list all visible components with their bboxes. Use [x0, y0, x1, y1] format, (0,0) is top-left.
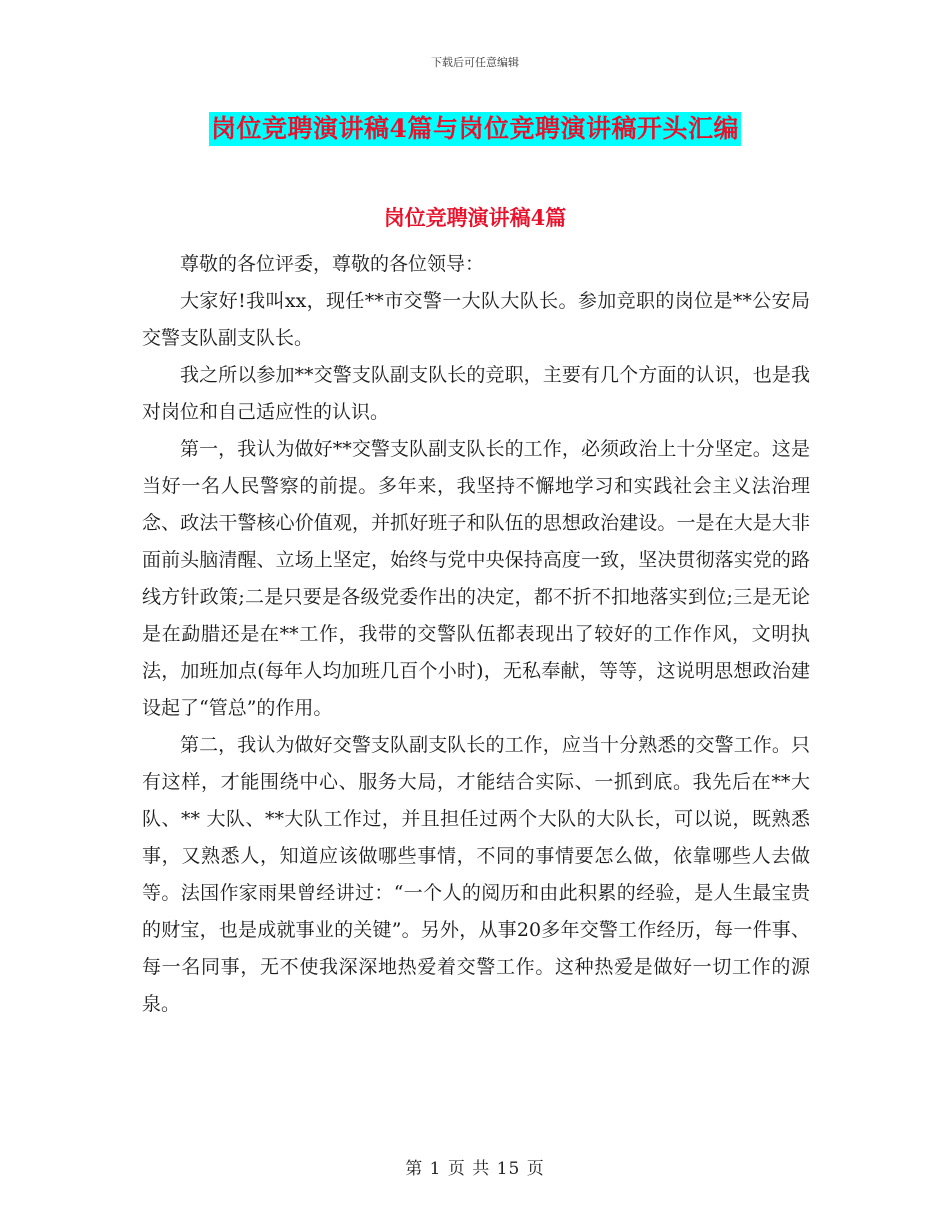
paragraph-point-one: 第一，我认为做好**交警支队副支队长的工作，必须政治上十分坚定。这是当好一名人民警察的前提。多年来，我坚持不懈地学习和实践社会主义法治理念、政法干警核心价值观，并抓好班子和队伍的思想政治建设。一是在大是大非面前头脑清醒、立场上坚定，始终与党中央保持高度一致，坚决贯彻落实党的路线方针政策;二是只要是各级党委作出的决定，都不折不扣地落实到位;三是无论是在勐腊还是在**工作，我带的交警队伍都表现出了较好的工作作风，文明执法，加班加点(每年人均加班几百个小时)，无私奉献，等等，这说明思想政治建设起了“管总”的作用。: [142, 438, 810, 719]
page-header-note: 下载后可任意编辑: [431, 56, 519, 69]
paragraph-introduction: 大家好!我叫xx，现任**市交警一大队大队长。参加竞职的岗位是**公安局交警支队副支队长。: [142, 290, 810, 349]
document-body: [142, 246, 810, 1023]
paragraph-point-two: 第二，我认为做好交警支队副支队长的工作，应当十分熟悉的交警工作。只有这样，才能围绕中心、服务大局，才能结合实际、一抓到底。我先后在**大队、** 大队、**大队工作过，并且担任过两个大队的大队长，可以说，既熟悉事，又熟悉人，知道应该做哪些事情，不同的事情要怎么做，依靠哪些人去做等。法国作家雨果曾经讲过：“一个人的阅历和由此积累的经验，是人生最宝贵的财宝，也是成就事业的关键”。另外，从事20多年交警工作经历，每一件事、每一名同事，无不使我深深地热爱着交警工作。这种热爱是做好一切工作的源泉。: [142, 734, 810, 1015]
page-number-footer: 第 1 页 共 15 页: [405, 1159, 545, 1179]
main-title-container: [0, 112, 950, 146]
section-title: 岗位竞聘演讲稿4篇: [383, 205, 567, 230]
paragraph-motivation: 我之所以参加**交警支队副支队长的竞职，主要有几个方面的认识，也是我对岗位和自己适应性的认识。: [142, 364, 810, 423]
document-main-title: 岗位竞聘演讲稿4篇与岗位竞聘演讲稿开头汇编: [209, 112, 741, 146]
paragraph-salutation: 尊敬的各位评委，尊敬的各位领导：: [180, 253, 485, 275]
